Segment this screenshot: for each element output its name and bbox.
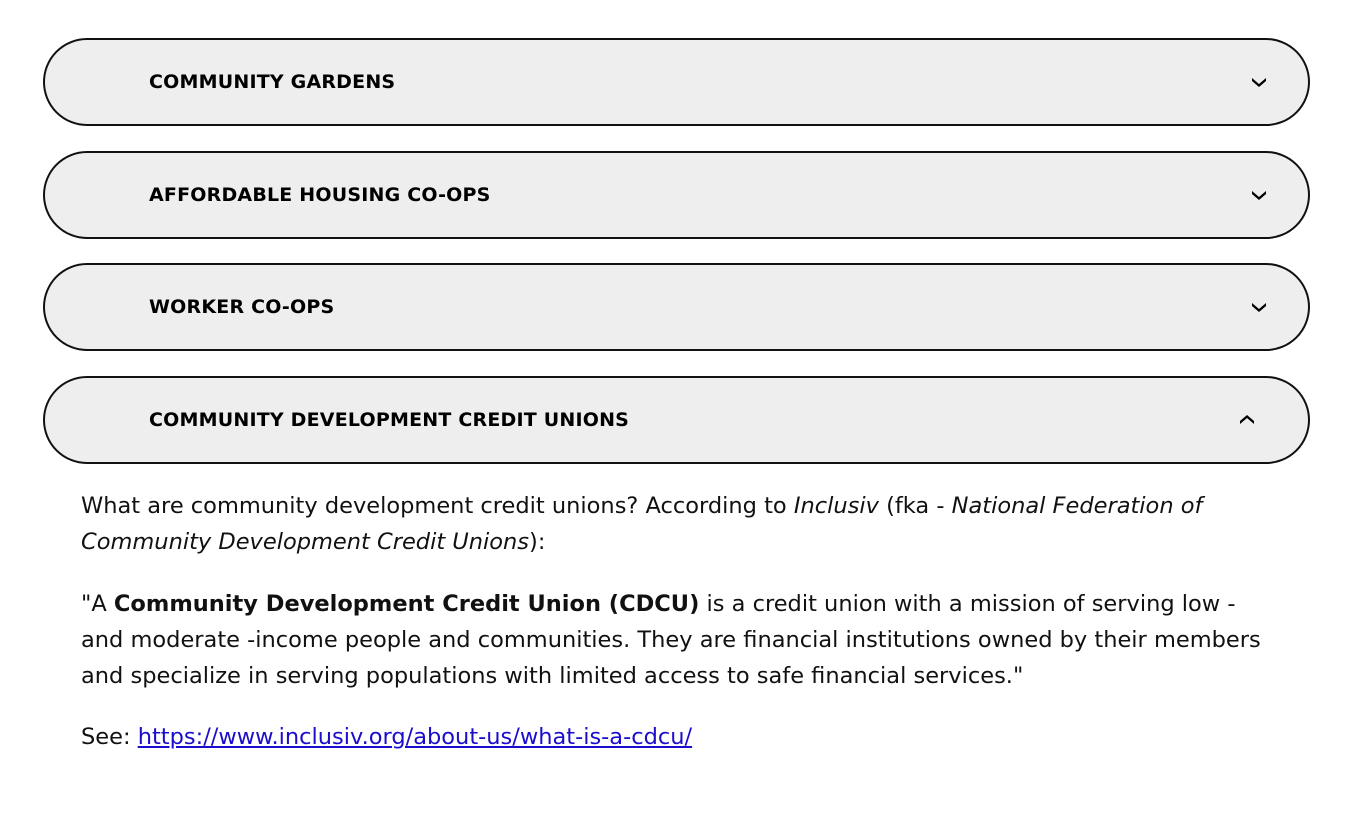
fka-text: (fka - — [878, 493, 952, 519]
chevron-down-icon — [1250, 186, 1268, 204]
accordion-title: COMMUNITY DEVELOPMENT CREDIT UNIONS — [149, 409, 630, 431]
defined-term: Community Development Credit Union (CDCU) — [113, 591, 700, 617]
inclusiv-link[interactable]: https://www.inclusiv.org/about-us/what-is-a-cdcu/ — [137, 724, 693, 750]
accordion-title: COMMUNITY GARDENS — [149, 71, 396, 93]
see-reference — [81, 719, 1281, 755]
org-full-name: National Federation of Community Development Credit Unions — [81, 493, 1203, 555]
chevron-down-icon — [1250, 73, 1268, 91]
accordion-title: WORKER CO-OPS — [149, 296, 335, 318]
accordion-worker-coops[interactable] — [43, 263, 1310, 351]
quote-body: is a credit union with a mission of serving low - and moderate -income people and communities. They are financial institutions owned by their members and specialize in serving populations with limited access to safe financial services." — [81, 591, 1261, 689]
quote-open: "A — [81, 591, 114, 617]
org-name: Inclusiv — [793, 493, 879, 519]
accordion-title: AFFORDABLE HOUSING CO-OPS — [149, 184, 491, 206]
chevron-up-icon — [1238, 411, 1256, 429]
intro-suffix: ): — [529, 529, 546, 555]
chevron-down-icon — [1250, 298, 1268, 316]
definition-quote — [81, 586, 1281, 694]
accordion-panel-cdcu — [81, 488, 1281, 755]
see-label: See: — [81, 724, 138, 750]
accordion-community-development-credit-unions[interactable] — [43, 376, 1310, 464]
accordion-affordable-housing-coops[interactable] — [43, 151, 1310, 239]
accordion-community-gardens[interactable] — [43, 38, 1310, 126]
intro-text: What are community development credit unions? According to — [81, 493, 794, 519]
intro-paragraph — [81, 488, 1281, 560]
